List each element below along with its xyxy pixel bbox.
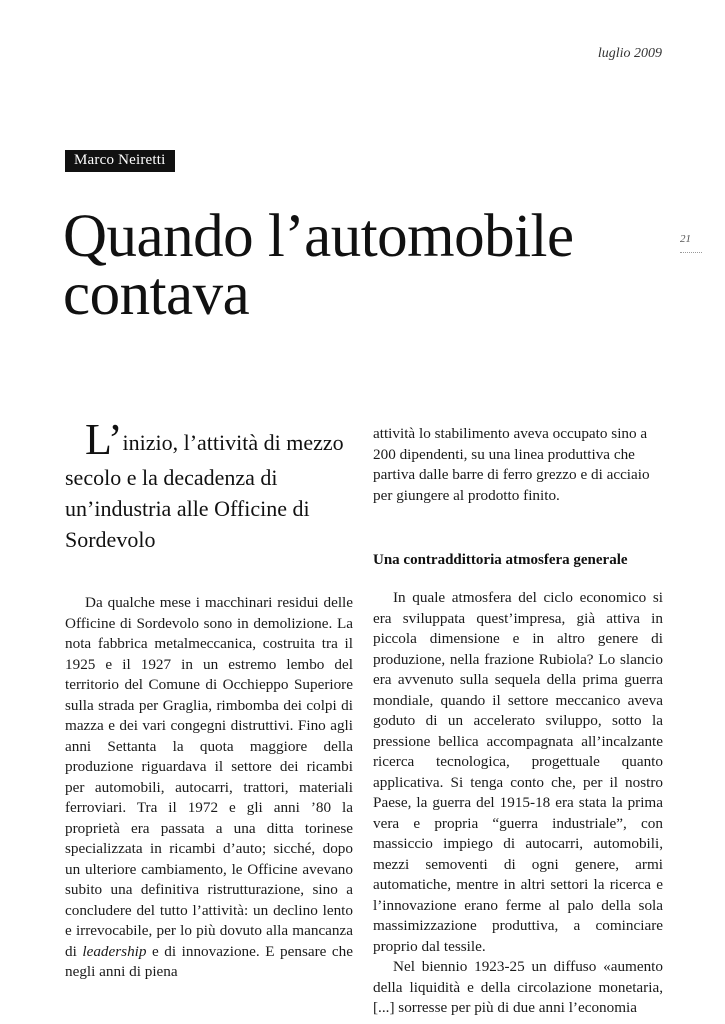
paragraph-1-italic: leadership [82, 942, 147, 960]
paragraph-3: Nel biennio 1923-25 un diffuso «aumento della liquidità e della circolazione monetaria, [...] sorresse per più di due anni l’economia [373, 958, 663, 1016]
title-line-1: Quando l’automobile [63, 203, 574, 270]
title-line-2: contava [63, 261, 250, 328]
paragraph-1-text: Da qualche mese i macchinari residui delle Officine di Sordevolo sono in demolizione. La nota fabbrica metalmeccanica, costruita tra il 1925 e il 1927 in un estremo lembo del territorio del Comune di Occhieppo Superiore sulla strada per Graglia, rimbomba dei colpi di mazza e dei vari congegni distruttivi. Fino agli anni Settanta la quota maggiore della produzione riguardava il settore dei ricambi per automobili, autocarri, trattori, materiali ferroviari. Tra il 1972 e gli anni ’80 la proprietà era passata a una ditta torinese specializzata in ricambi d’auto; sicché, dopo un ulteriore cambiamento, le Officine avevano subito una definitiva ristrutturazione, sino a concludere del tutto l’attività: un declino lento e irrevocabile, per lo più dovuto alla mancanza di [65, 594, 353, 960]
author-label: Marco Neiretti [65, 150, 175, 172]
section-heading: Una contraddittoria atmosfera generale [373, 552, 628, 568]
paragraph-1 [65, 593, 353, 983]
lead-text: inizio, l’attività di mezzo secolo e la decadenza di un’industria alle Officine di Sordevolo [65, 430, 344, 552]
article-lead [65, 415, 357, 555]
article-title [63, 203, 653, 328]
left-column [65, 593, 353, 983]
paragraph-continuation: attività lo stabilimento aveva occupato sino a 200 dipendenti, su una linea produttiva che partiva dalle barre di ferro grezzo e di acciaio per giungere al prodotto finito. [373, 425, 650, 504]
paragraph-1-tail: e di innovazione. E pensare che negli anni di piena [65, 942, 354, 980]
lead-dropcap: L’ [85, 415, 123, 464]
paragraph-2: In quale atmosfera del ciclo economico si era sviluppata quest’impresa, già attiva in piccola dimensione e in altro genere di produzione, nella frazione Rubiola? Lo slancio era avvenuto sulla sequela della prima guerra mondiale, quando il settore meccanico aveva goduto di un accelerato sviluppo, sotto la pressione bellica accompagnata all’incalzante ricerca tecnologica, progettuale quanto applicativa. Si tenga conto che, per il nostro Paese, la guerra del 1915-18 era stata la prima vera e propria “guerra industriale”, con massiccio impiego di autocarri, automobili, mezzi semoventi di ogni genere, armi automatiche, mentre in altri settori la ricerca e l’innovazione erano ferme al palo della sola massimizzazione produttiva, a cominciare proprio dal tessile. [373, 589, 663, 955]
right-column [373, 424, 663, 1019]
page-number-rule [680, 252, 702, 253]
issue-date: luglio 2009 [597, 46, 662, 61]
page-number: 21 [680, 233, 691, 245]
